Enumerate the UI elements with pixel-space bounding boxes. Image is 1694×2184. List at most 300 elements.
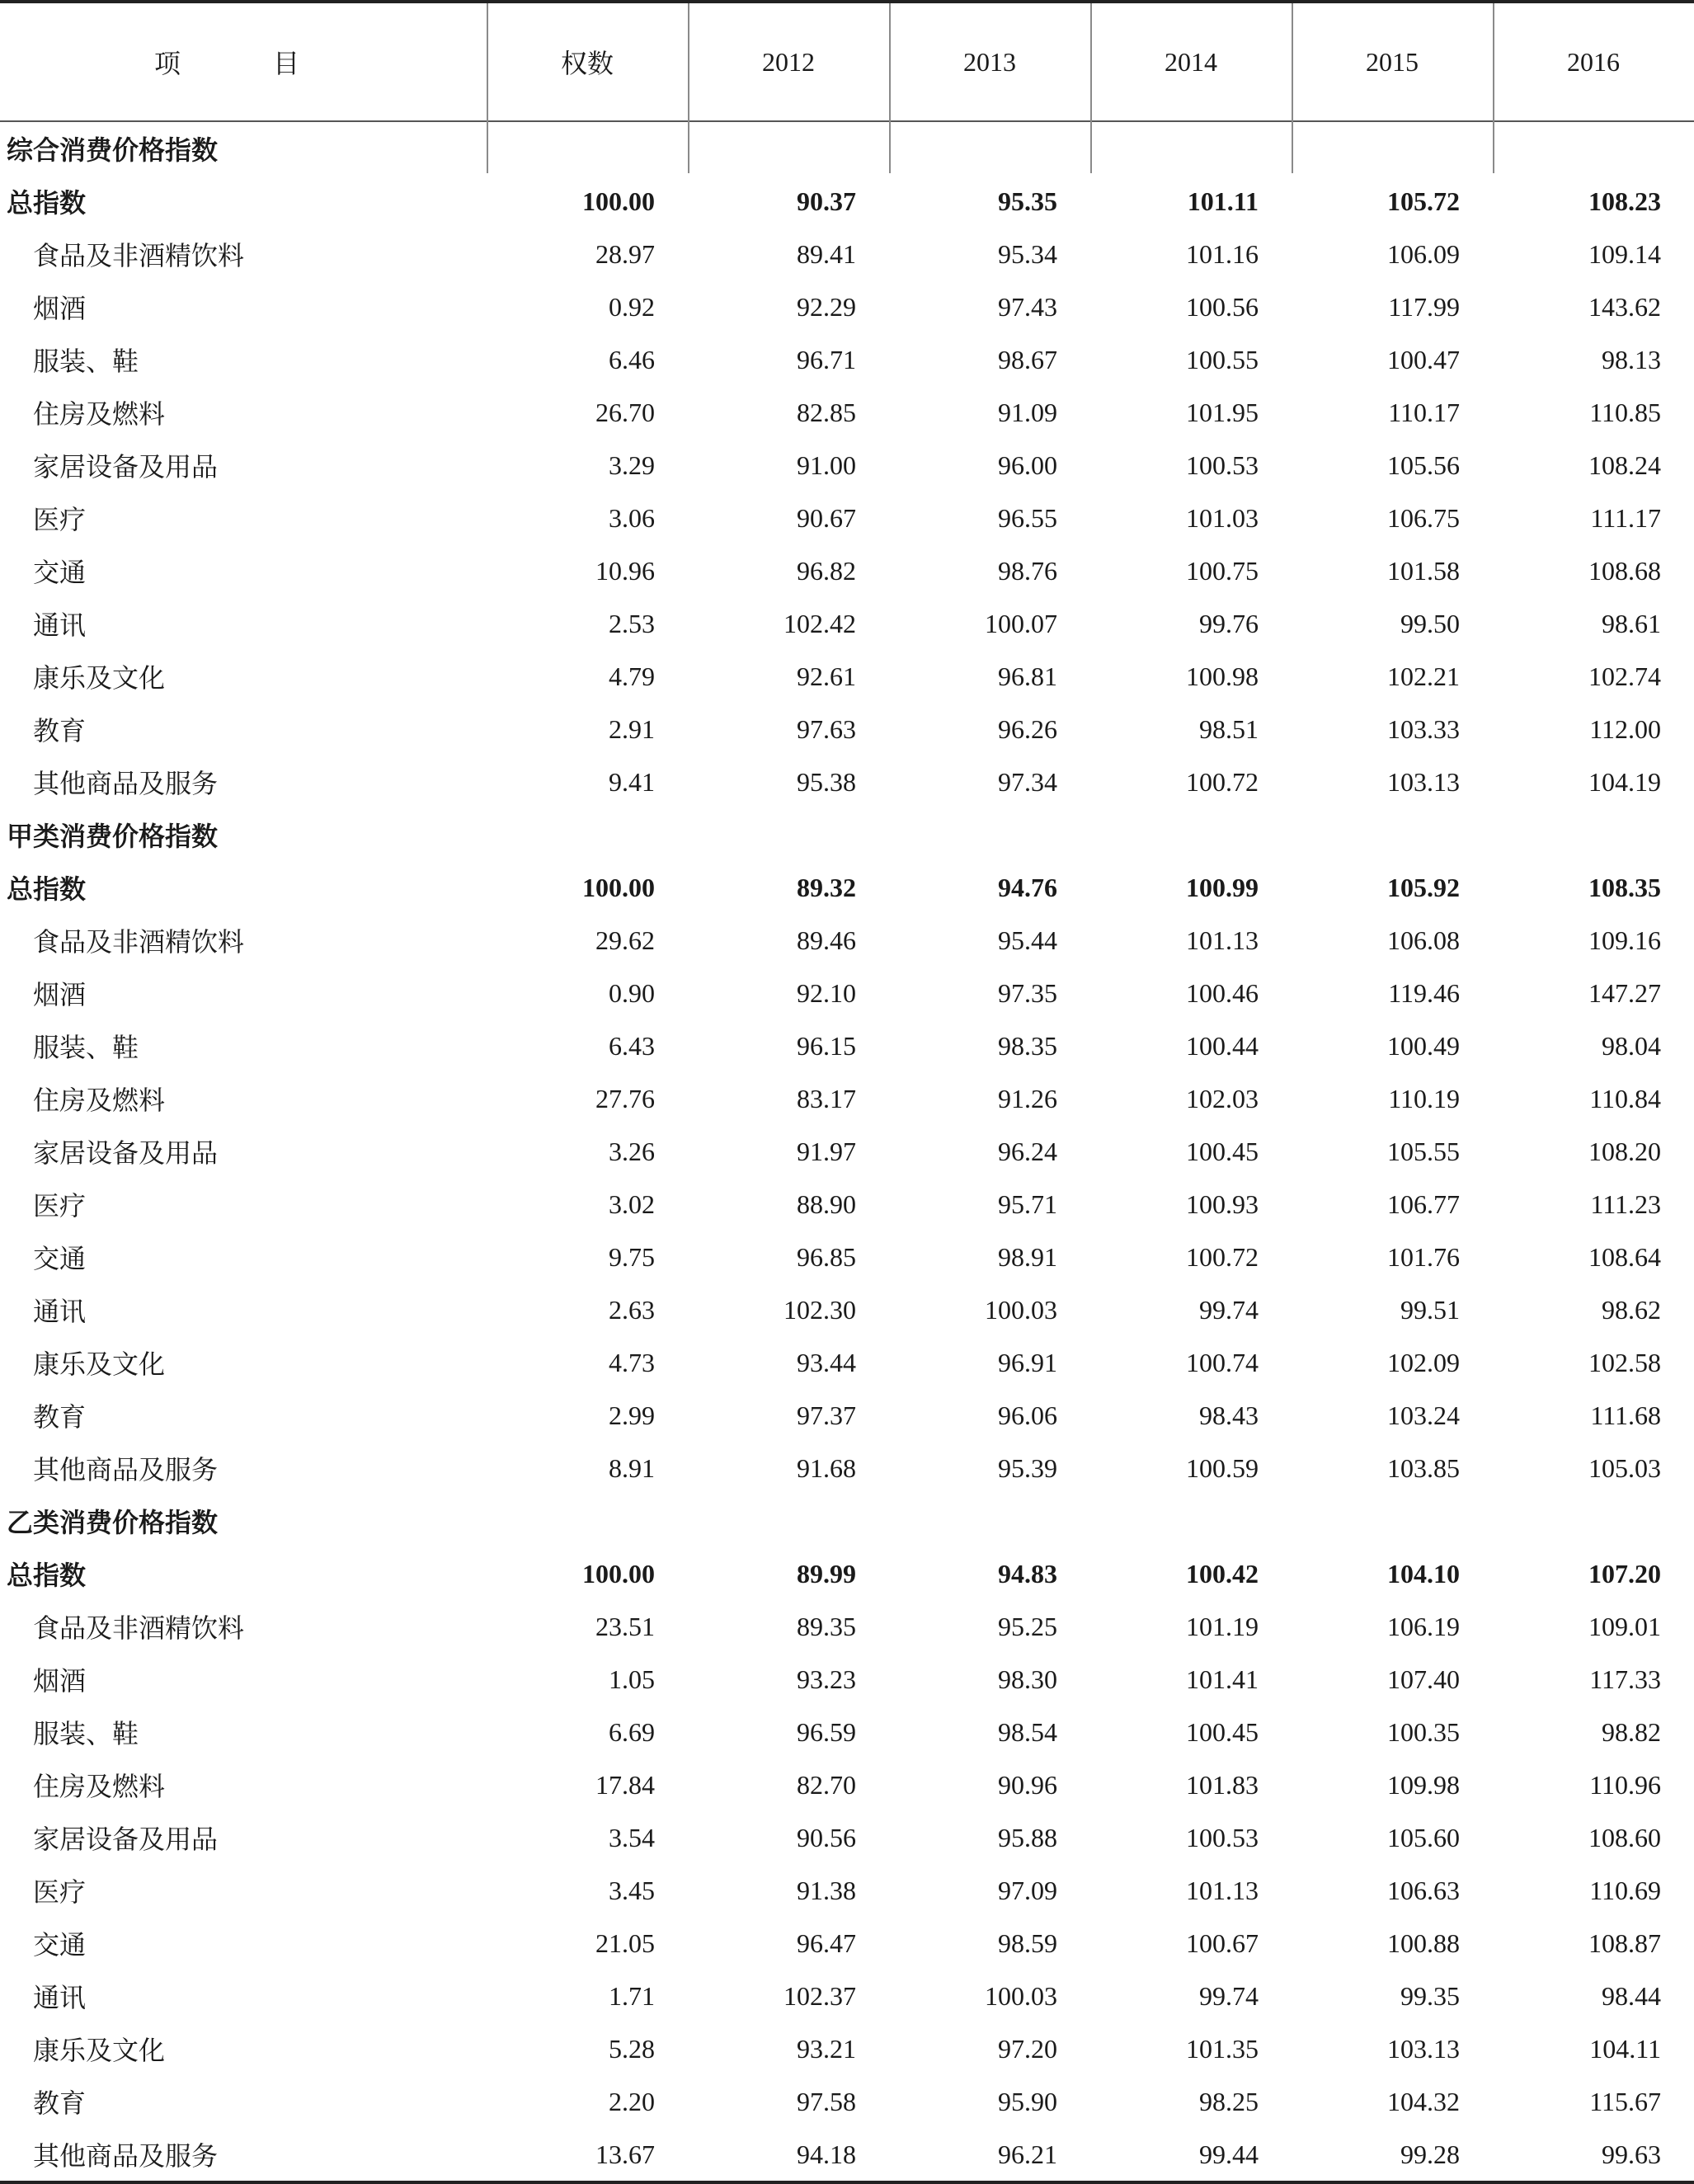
total-row xyxy=(0,175,1694,228)
row-label: 康乐及文化 xyxy=(33,2036,166,2065)
row-label: 通讯 xyxy=(33,610,87,640)
table-cell: 94.83 xyxy=(998,1558,1057,1589)
table-cell: 117.99 xyxy=(1388,291,1460,322)
table-cell: 100.72 xyxy=(1186,1241,1259,1272)
table-row xyxy=(0,2075,1694,2128)
table-cell: 90.96 xyxy=(998,1769,1057,1800)
table-cell: 96.47 xyxy=(797,1927,856,1958)
table-cell: 98.54 xyxy=(998,1716,1057,1747)
table-cell: 6.43 xyxy=(609,1030,655,1061)
table-cell: 91.38 xyxy=(797,1875,856,1905)
table-body xyxy=(0,122,1694,2181)
row-label: 其他商品及服务 xyxy=(33,769,219,798)
table-cell: 100.44 xyxy=(1186,1030,1259,1061)
table-cell: 100.72 xyxy=(1186,766,1259,797)
table-cell: 106.19 xyxy=(1387,1611,1460,1641)
table-cell: 93.44 xyxy=(797,1347,856,1377)
table-cell: 108.64 xyxy=(1588,1241,1661,1272)
table-cell: 98.61 xyxy=(1602,608,1661,638)
table-cell: 101.13 xyxy=(1186,1875,1259,1905)
row-label: 家居设备及用品 xyxy=(33,452,219,482)
table-cell: 96.26 xyxy=(998,713,1057,744)
row-label: 其他商品及服务 xyxy=(33,1455,219,1485)
table-cell: 110.69 xyxy=(1589,1875,1661,1905)
table-cell: 8.91 xyxy=(609,1452,655,1483)
table-cell: 147.27 xyxy=(1588,977,1661,1008)
table-cell: 28.97 xyxy=(595,238,655,269)
table-cell: 89.35 xyxy=(797,1611,856,1641)
table-cell: 100.49 xyxy=(1387,1030,1460,1061)
row-label: 住房及燃料 xyxy=(33,1085,166,1115)
table-cell: 100.88 xyxy=(1387,1927,1460,1958)
header-col-2: 2012 xyxy=(762,46,815,77)
row-label: 食品及非酒精饮料 xyxy=(33,1613,245,1643)
table-cell: 104.10 xyxy=(1387,1558,1460,1589)
table-cell: 100.42 xyxy=(1186,1558,1259,1589)
table-cell: 100.45 xyxy=(1186,1136,1259,1166)
table-cell: 90.56 xyxy=(797,1822,856,1852)
table-cell: 96.85 xyxy=(797,1241,856,1272)
row-label: 交通 xyxy=(33,1244,87,1273)
table-cell: 101.76 xyxy=(1387,1241,1460,1272)
table-cell: 96.00 xyxy=(998,450,1057,480)
table-cell: 103.24 xyxy=(1387,1400,1460,1430)
row-label: 总指数 xyxy=(7,1560,87,1591)
table-cell: 98.04 xyxy=(1602,1030,1661,1061)
table-cell: 98.25 xyxy=(1199,2086,1259,2116)
table-cell: 98.13 xyxy=(1602,344,1661,374)
table-cell: 110.85 xyxy=(1589,397,1661,427)
table-cell: 95.90 xyxy=(998,2086,1057,2116)
table-cell: 100.45 xyxy=(1186,1716,1259,1747)
table-cell: 97.09 xyxy=(998,1875,1057,1905)
table-cell: 3.54 xyxy=(609,1822,655,1852)
table-cell: 100.98 xyxy=(1186,661,1259,691)
table-cell: 100.93 xyxy=(1186,1188,1259,1219)
row-label: 服装、鞋 xyxy=(33,1719,139,1749)
table-row xyxy=(0,703,1694,755)
table-cell: 3.29 xyxy=(609,450,655,480)
table-cell: 102.37 xyxy=(783,1980,856,2011)
table-row xyxy=(0,1600,1694,1653)
table-cell: 100.99 xyxy=(1186,872,1259,902)
table-cell: 101.58 xyxy=(1387,555,1460,586)
table-cell: 105.92 xyxy=(1387,872,1460,902)
section-title: 综合消费价格指数 xyxy=(7,134,219,166)
header-col-6: 2016 xyxy=(1567,46,1620,77)
table-cell: 95.71 xyxy=(998,1188,1057,1219)
table-cell: 108.87 xyxy=(1588,1927,1661,1958)
table-cell: 96.91 xyxy=(998,1347,1057,1377)
table-cell: 17.84 xyxy=(595,1769,655,1800)
table-row xyxy=(0,544,1694,597)
table-header xyxy=(0,3,1694,122)
table-cell: 109.14 xyxy=(1588,238,1661,269)
table-cell: 101.95 xyxy=(1186,397,1259,427)
table-cell: 105.60 xyxy=(1387,1822,1460,1852)
table-cell: 3.06 xyxy=(609,502,655,533)
table-row xyxy=(0,1917,1694,1970)
table-cell: 2.20 xyxy=(609,2086,655,2116)
table-row xyxy=(0,1389,1694,1442)
row-label: 烟酒 xyxy=(33,980,87,1010)
table-cell: 96.59 xyxy=(797,1716,856,1747)
table-cell: 98.59 xyxy=(998,1927,1057,1958)
table-cell: 108.60 xyxy=(1588,1822,1661,1852)
table-cell: 100.74 xyxy=(1186,1347,1259,1377)
table-cell: 95.25 xyxy=(998,1611,1057,1641)
table-cell: 96.55 xyxy=(998,502,1057,533)
table-cell: 102.09 xyxy=(1387,1347,1460,1377)
table-cell: 3.45 xyxy=(609,1875,655,1905)
table-cell: 88.90 xyxy=(797,1188,856,1219)
table-row xyxy=(0,228,1694,280)
table-cell: 93.21 xyxy=(797,2033,856,2064)
table-cell: 6.69 xyxy=(609,1716,655,1747)
table-cell: 105.55 xyxy=(1387,1136,1460,1166)
header-item: 项 目 xyxy=(153,49,332,78)
table-cell: 111.23 xyxy=(1590,1188,1661,1219)
table-cell: 82.70 xyxy=(797,1769,856,1800)
table-cell: 96.21 xyxy=(998,2139,1057,2169)
section-title: 乙类消费价格指数 xyxy=(7,1507,219,1538)
table-cell: 100.59 xyxy=(1186,1452,1259,1483)
table-cell: 95.35 xyxy=(998,186,1057,216)
table-cell: 95.34 xyxy=(998,238,1057,269)
table-cell: 29.62 xyxy=(595,925,655,955)
table-cell: 91.26 xyxy=(998,1083,1057,1113)
table-cell: 101.11 xyxy=(1187,186,1259,216)
table-cell: 108.68 xyxy=(1588,555,1661,586)
row-label: 交通 xyxy=(33,558,87,587)
table-cell: 3.26 xyxy=(609,1136,655,1166)
table-cell: 1.71 xyxy=(609,1980,655,2011)
table-cell: 98.30 xyxy=(998,1664,1057,1694)
table-cell: 100.53 xyxy=(1186,1822,1259,1852)
row-label: 教育 xyxy=(33,1402,87,1432)
table-cell: 0.90 xyxy=(609,977,655,1008)
table-cell: 91.97 xyxy=(797,1136,856,1166)
table-cell: 103.13 xyxy=(1387,2033,1460,2064)
table-cell: 97.34 xyxy=(998,766,1057,797)
table-cell: 100.47 xyxy=(1387,344,1460,374)
table-cell: 101.35 xyxy=(1186,2033,1259,2064)
row-label: 食品及非酒精饮料 xyxy=(33,241,245,271)
table-cell: 101.83 xyxy=(1186,1769,1259,1800)
table-cell: 100.56 xyxy=(1186,291,1259,322)
table-cell: 98.67 xyxy=(998,344,1057,374)
table-cell: 21.05 xyxy=(595,1927,655,1958)
row-label: 交通 xyxy=(33,1930,87,1960)
table-cell: 101.16 xyxy=(1186,238,1259,269)
table-row xyxy=(0,1653,1694,1706)
table-row xyxy=(0,1231,1694,1283)
table-cell: 96.24 xyxy=(998,1136,1057,1166)
table-cell: 98.91 xyxy=(998,1241,1057,1272)
table-row xyxy=(0,333,1694,386)
row-label: 医疗 xyxy=(33,505,87,534)
table-cell: 82.85 xyxy=(797,397,856,427)
table-cell: 110.19 xyxy=(1388,1083,1460,1113)
table-cell: 97.43 xyxy=(998,291,1057,322)
table-cell: 102.58 xyxy=(1588,1347,1661,1377)
table-row xyxy=(0,1811,1694,1864)
row-label: 总指数 xyxy=(7,873,87,905)
table-cell: 100.67 xyxy=(1186,1927,1259,1958)
table-cell: 0.92 xyxy=(609,291,655,322)
table-cell: 98.44 xyxy=(1602,1980,1661,2011)
table-cell: 106.08 xyxy=(1387,925,1460,955)
table-cell: 100.00 xyxy=(582,186,655,216)
table-cell: 143.62 xyxy=(1588,291,1661,322)
table-cell: 96.71 xyxy=(797,344,856,374)
table-cell: 97.20 xyxy=(998,2033,1057,2064)
table-cell: 100.53 xyxy=(1186,450,1259,480)
table-cell: 4.73 xyxy=(609,1347,655,1377)
table-cell: 89.99 xyxy=(797,1558,856,1589)
table-cell: 100.00 xyxy=(582,872,655,902)
table-cell: 101.19 xyxy=(1186,1611,1259,1641)
header-col-5: 2015 xyxy=(1366,46,1419,77)
table-cell: 98.51 xyxy=(1199,713,1259,744)
table-cell: 110.84 xyxy=(1589,1083,1661,1113)
table-cell: 90.67 xyxy=(797,502,856,533)
table-cell: 4.79 xyxy=(609,661,655,691)
table-cell: 119.46 xyxy=(1388,977,1460,1008)
table-cell: 108.23 xyxy=(1588,186,1661,216)
total-row xyxy=(0,1547,1694,1600)
table-cell: 107.40 xyxy=(1387,1664,1460,1694)
row-label: 教育 xyxy=(33,716,87,746)
table-cell: 27.76 xyxy=(595,1083,655,1113)
table-cell: 97.37 xyxy=(797,1400,856,1430)
table-cell: 106.77 xyxy=(1387,1188,1460,1219)
table-cell: 92.29 xyxy=(797,291,856,322)
row-label: 通讯 xyxy=(33,1297,87,1326)
table-cell: 95.88 xyxy=(998,1822,1057,1852)
table-cell: 2.63 xyxy=(609,1294,655,1325)
table-row xyxy=(0,2022,1694,2075)
table-cell: 96.06 xyxy=(998,1400,1057,1430)
table-cell: 91.00 xyxy=(797,450,856,480)
row-label: 康乐及文化 xyxy=(33,663,166,693)
table-cell: 95.38 xyxy=(797,766,856,797)
table-cell: 102.42 xyxy=(783,608,856,638)
table-cell: 89.41 xyxy=(797,238,856,269)
table-cell: 100.75 xyxy=(1186,555,1259,586)
table-row xyxy=(0,1442,1694,1494)
table-cell: 111.68 xyxy=(1590,1400,1661,1430)
table-row xyxy=(0,914,1694,967)
header-col-3: 2013 xyxy=(963,46,1016,77)
table-cell: 98.62 xyxy=(1602,1294,1661,1325)
table-row xyxy=(0,1706,1694,1758)
table-cell: 107.20 xyxy=(1588,1558,1661,1589)
table-cell: 96.15 xyxy=(797,1030,856,1061)
table-cell: 103.13 xyxy=(1387,766,1460,797)
table-row xyxy=(0,650,1694,703)
table-cell: 109.16 xyxy=(1588,925,1661,955)
table-row xyxy=(0,1970,1694,2022)
table-cell: 104.11 xyxy=(1589,2033,1661,2064)
table-cell: 101.13 xyxy=(1186,925,1259,955)
row-label: 服装、鞋 xyxy=(33,346,139,376)
table-cell: 94.18 xyxy=(797,2139,856,2169)
table-cell: 103.33 xyxy=(1387,713,1460,744)
table-cell: 89.32 xyxy=(797,872,856,902)
table-row xyxy=(0,280,1694,333)
table-cell: 98.76 xyxy=(998,555,1057,586)
table-cell: 9.41 xyxy=(609,766,655,797)
table-row xyxy=(0,1336,1694,1389)
table-cell: 96.81 xyxy=(998,661,1057,691)
table-cell: 105.56 xyxy=(1387,450,1460,480)
row-label: 其他商品及服务 xyxy=(33,2141,219,2171)
table-cell: 97.63 xyxy=(797,713,856,744)
table-cell: 105.72 xyxy=(1387,186,1460,216)
header-col-1: 权数 xyxy=(560,49,614,78)
table-row xyxy=(0,1758,1694,1811)
table-cell: 102.21 xyxy=(1387,661,1460,691)
table-cell: 102.74 xyxy=(1588,661,1661,691)
table-row xyxy=(0,755,1694,808)
table-cell: 110.96 xyxy=(1589,1769,1661,1800)
table-cell: 98.82 xyxy=(1602,1716,1661,1747)
table-cell: 98.43 xyxy=(1199,1400,1259,1430)
table-cell: 93.23 xyxy=(797,1664,856,1694)
table-cell: 102.30 xyxy=(783,1294,856,1325)
table-row xyxy=(0,1864,1694,1917)
table-cell: 109.98 xyxy=(1387,1769,1460,1800)
row-label: 家居设备及用品 xyxy=(33,1138,219,1168)
table-cell: 99.74 xyxy=(1199,1980,1259,2011)
table-cell: 100.03 xyxy=(985,1294,1057,1325)
table-cell: 98.35 xyxy=(998,1030,1057,1061)
table-row xyxy=(0,1283,1694,1336)
table-cell: 115.67 xyxy=(1589,2086,1661,2116)
table-cell: 105.03 xyxy=(1588,1452,1661,1483)
table-cell: 101.41 xyxy=(1186,1664,1259,1694)
table-cell: 99.51 xyxy=(1400,1294,1460,1325)
table-cell: 92.61 xyxy=(797,661,856,691)
row-label: 医疗 xyxy=(33,1191,87,1221)
table-cell: 109.01 xyxy=(1588,1611,1661,1641)
row-label: 住房及燃料 xyxy=(33,1772,166,1801)
table-cell: 90.37 xyxy=(797,186,856,216)
table-cell: 101.03 xyxy=(1186,502,1259,533)
table-cell: 99.63 xyxy=(1602,2139,1661,2169)
row-label: 住房及燃料 xyxy=(33,399,166,429)
row-label: 康乐及文化 xyxy=(33,1349,166,1379)
row-label: 医疗 xyxy=(33,1877,87,1907)
table-row xyxy=(0,1125,1694,1178)
table-cell: 2.91 xyxy=(609,713,655,744)
table-cell: 10.96 xyxy=(595,555,655,586)
table-cell: 99.50 xyxy=(1400,608,1460,638)
table-row xyxy=(0,1072,1694,1125)
table-cell: 100.46 xyxy=(1186,977,1259,1008)
table-cell: 99.74 xyxy=(1199,1294,1259,1325)
table-cell: 102.03 xyxy=(1186,1083,1259,1113)
table-cell: 111.17 xyxy=(1590,502,1661,533)
table-cell: 108.24 xyxy=(1588,450,1661,480)
table-row xyxy=(0,1019,1694,1072)
row-label: 总指数 xyxy=(7,187,87,219)
table-cell: 1.05 xyxy=(609,1664,655,1694)
row-label: 家居设备及用品 xyxy=(33,1824,219,1854)
table-cell: 100.00 xyxy=(582,1558,655,1589)
table-cell: 108.20 xyxy=(1588,1136,1661,1166)
table-cell: 95.39 xyxy=(998,1452,1057,1483)
table-cell: 2.53 xyxy=(609,608,655,638)
table-cell: 97.58 xyxy=(797,2086,856,2116)
table-cell: 13.67 xyxy=(595,2139,655,2169)
table-cell: 83.17 xyxy=(797,1083,856,1113)
section-title: 甲类消费价格指数 xyxy=(7,821,219,852)
table-cell: 91.68 xyxy=(797,1452,856,1483)
row-label: 食品及非酒精饮料 xyxy=(33,927,245,957)
table-row xyxy=(0,2128,1694,2181)
row-label: 烟酒 xyxy=(33,294,87,323)
table-cell: 26.70 xyxy=(595,397,655,427)
table-cell: 9.75 xyxy=(609,1241,655,1272)
table-cell: 99.28 xyxy=(1400,2139,1460,2169)
table-cell: 117.33 xyxy=(1589,1664,1661,1694)
table-cell: 5.28 xyxy=(609,2033,655,2064)
row-label: 通讯 xyxy=(33,1983,87,2012)
table-cell: 94.76 xyxy=(998,872,1057,902)
table-row xyxy=(0,492,1694,544)
table-cell: 112.00 xyxy=(1589,713,1661,744)
row-label: 服装、鞋 xyxy=(33,1033,139,1062)
table-row xyxy=(0,1178,1694,1231)
table-cell: 103.85 xyxy=(1387,1452,1460,1483)
row-label: 烟酒 xyxy=(33,1666,87,1696)
table-cell: 106.63 xyxy=(1387,1875,1460,1905)
header-col-4: 2014 xyxy=(1165,46,1217,77)
table-row xyxy=(0,967,1694,1019)
table-cell: 89.46 xyxy=(797,925,856,955)
table-cell: 2.99 xyxy=(609,1400,655,1430)
table-cell: 99.76 xyxy=(1199,608,1259,638)
total-row xyxy=(0,861,1694,914)
table-cell: 104.19 xyxy=(1588,766,1661,797)
table-cell: 100.35 xyxy=(1387,1716,1460,1747)
table-cell: 96.82 xyxy=(797,555,856,586)
table-cell: 108.35 xyxy=(1588,872,1661,902)
table-cell: 6.46 xyxy=(609,344,655,374)
table-cell: 100.55 xyxy=(1186,344,1259,374)
table-row xyxy=(0,439,1694,492)
table-cell: 23.51 xyxy=(595,1611,655,1641)
table-cell: 92.10 xyxy=(797,977,856,1008)
table-cell: 99.44 xyxy=(1199,2139,1259,2169)
table-cell: 91.09 xyxy=(998,397,1057,427)
table-cell: 3.02 xyxy=(609,1188,655,1219)
section-title-row xyxy=(0,122,1694,175)
table-cell: 106.09 xyxy=(1387,238,1460,269)
table-cell: 110.17 xyxy=(1388,397,1460,427)
table-cell: 106.75 xyxy=(1387,502,1460,533)
section-title-row xyxy=(0,1494,1694,1547)
table-cell: 99.35 xyxy=(1400,1980,1460,2011)
table-cell: 104.32 xyxy=(1387,2086,1460,2116)
table-row xyxy=(0,386,1694,439)
section-title-row xyxy=(0,808,1694,861)
table-cell: 100.03 xyxy=(985,1980,1057,2011)
table-row xyxy=(0,597,1694,650)
table-cell: 95.44 xyxy=(998,925,1057,955)
